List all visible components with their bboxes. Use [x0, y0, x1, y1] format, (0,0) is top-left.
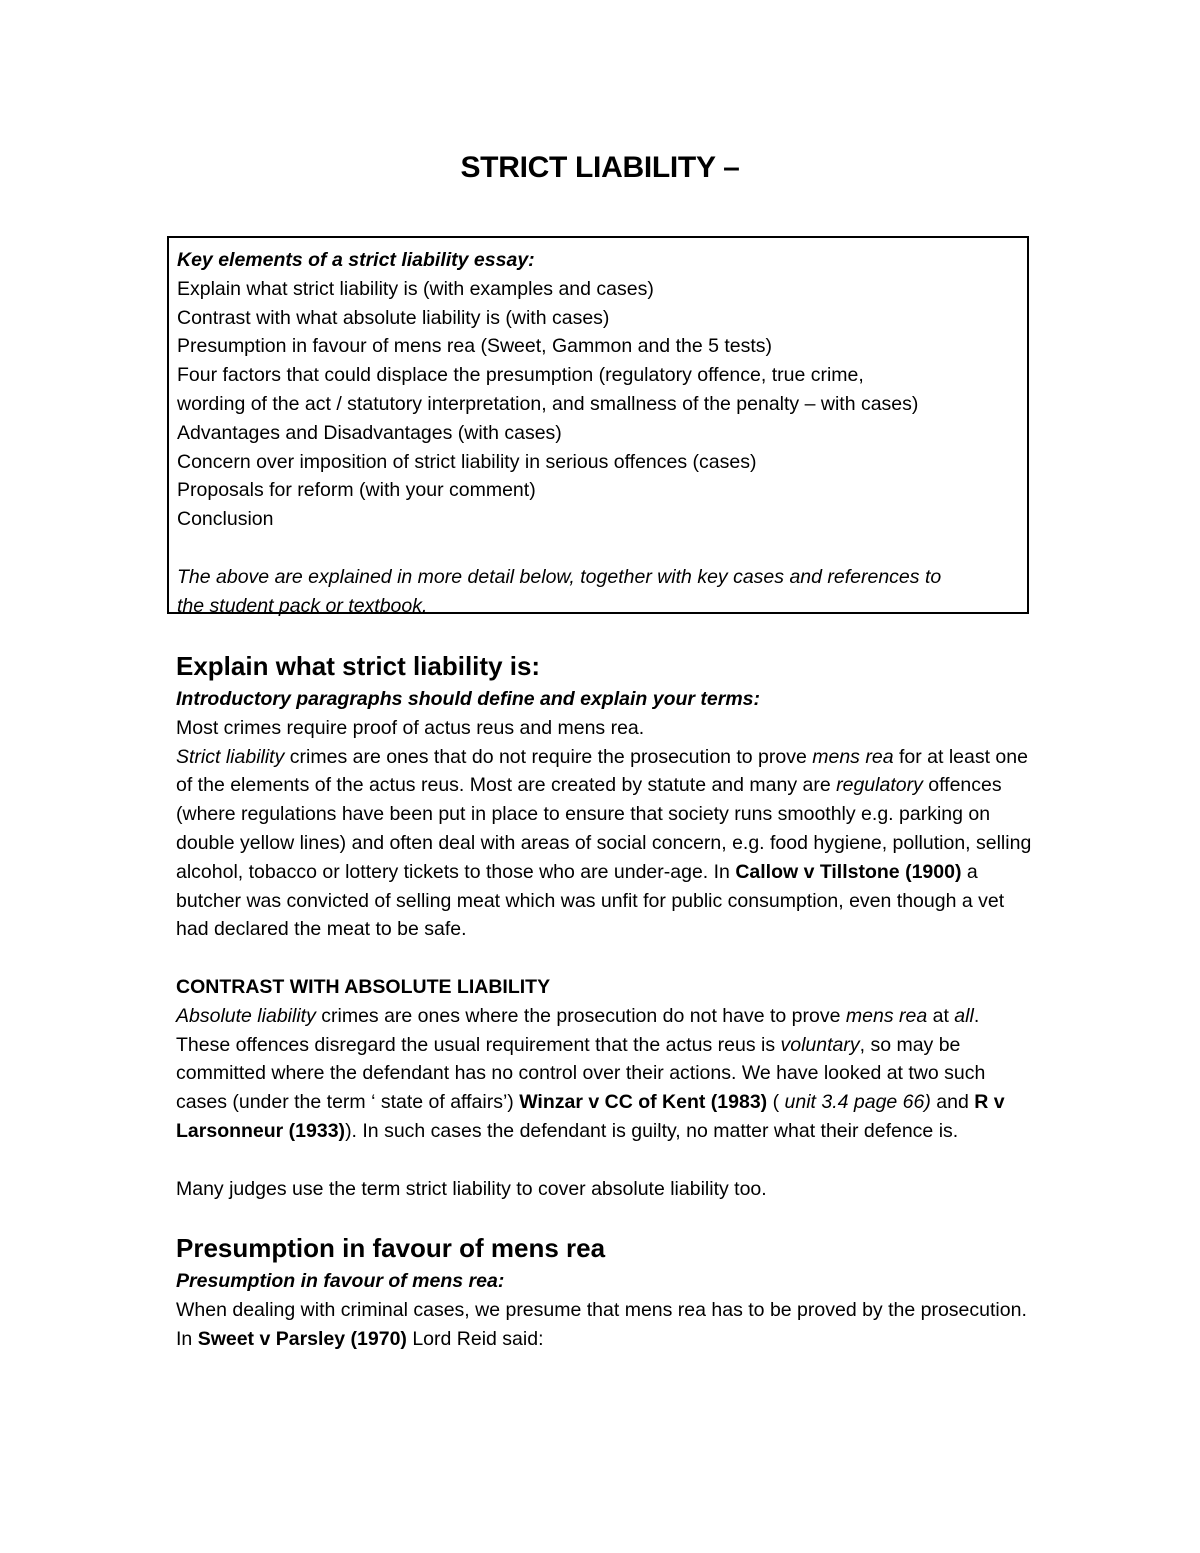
paragraph-text: at	[927, 1004, 955, 1027]
key-box-note: the student pack or textbook.	[177, 594, 428, 617]
key-box-spacer	[177, 534, 1019, 563]
key-box-item: Advantages and Disadvantages (with cases)	[177, 421, 562, 444]
document-body	[176, 647, 1036, 1354]
paragraph-text: and	[930, 1091, 975, 1114]
key-elements-box	[167, 236, 1029, 617]
paragraph-text: for at least one of the elements of the actus reus. Most are created by statute and many are	[176, 745, 1028, 797]
key-box-item: Conclusion	[177, 508, 274, 531]
paragraph-text: (	[767, 1091, 785, 1114]
paragraph-text: a butcher was convicted of selling meat which was unfit for public consumption, even though a vet had declared the meat to be safe.	[176, 860, 1005, 941]
key-box-item: Contrast with what absolute liability is (with cases)	[177, 306, 610, 329]
case-name: Winzar v CC of Kent (1983)	[519, 1091, 768, 1114]
paragraph-text: Lord Reid said:	[406, 1327, 544, 1350]
paragraph-text: ). In such cases the defendant is guilty, no matter what their defence is.	[345, 1119, 959, 1142]
key-box-item: Presumption in favour of mens rea (Sweet, Gammon and the 5 tests)	[177, 335, 773, 358]
paragraph-text: crimes are ones that do not require the prosecution to prove	[284, 745, 813, 768]
case-name: R v Larsonneur (1933)	[176, 1091, 1005, 1142]
paragraph-text: offences (where regulations have been put in place to ensure that society runs smoothly e.g. parking on double yellow lines) and often deal with areas of social concern, e.g. food hygiene, pollution, selling alcohol, tobacco or lottery tickets to those who are under-age. In	[176, 774, 1032, 883]
strict-liability-paragraph	[176, 743, 1036, 945]
key-box-item: Four factors that could displace the presumption (regulatory offence, true crime,	[177, 364, 864, 387]
key-box-note: The above are explained in more detail below, together with key cases and references to	[177, 565, 942, 588]
paragraph-gap	[176, 1146, 1036, 1175]
key-box-item: Concern over imposition of strict liability in serious offences (cases)	[177, 450, 757, 473]
term-all: all	[954, 1004, 974, 1027]
paragraph-gap	[176, 944, 1036, 973]
section-subheading: Presumption in favour of mens rea:	[176, 1270, 505, 1293]
section-heading-absolute-liability: CONTRAST WITH ABSOLUTE LIABILITY	[176, 975, 551, 998]
textbook-reference: unit 3.4 page 66)	[784, 1091, 931, 1114]
paragraph-text: , so may be committed where the defendant has no control over their actions. We have looked at two such cases (under the term ‘ state of affairs’)	[176, 1033, 986, 1114]
term-mens-rea: mens rea	[812, 745, 894, 768]
intro-sentence: Most crimes require proof of actus reus and mens rea.	[176, 716, 645, 739]
term-strict-liability: Strict liability	[176, 745, 285, 768]
judges-note: Many judges use the term strict liability to cover absolute liability too.	[176, 1177, 767, 1200]
case-name: Callow v Tillstone (1900)	[735, 860, 962, 883]
paragraph-text: crimes are ones where the prosecution do not have to prove	[315, 1004, 846, 1027]
term-voluntary: voluntary	[780, 1033, 860, 1056]
key-box-item: wording of the act / statutory interpretation, and smallness of the penalty – with cases)	[177, 392, 919, 415]
term-regulatory: regulatory	[836, 774, 923, 797]
presumption-paragraph	[176, 1296, 1036, 1354]
section-heading-presumption: Presumption in favour of mens rea	[176, 1233, 606, 1264]
key-box-heading: Key elements of a strict liability essay:	[177, 249, 535, 271]
case-name: Sweet v Parsley (1970)	[197, 1327, 407, 1350]
term-absolute-liability: Absolute liability	[176, 1004, 316, 1027]
absolute-liability-paragraph	[176, 1002, 1036, 1146]
key-box-item: Explain what strict liability is (with examples and cases)	[177, 277, 654, 300]
term-mens-rea: mens rea	[845, 1004, 928, 1027]
paragraph-text: When dealing with criminal cases, we presume that mens rea has to be proved by the prosecution. In	[176, 1299, 1027, 1350]
key-box-item: Proposals for reform (with your comment)	[177, 479, 536, 502]
document-title: STRICT LIABILITY –	[460, 151, 740, 184]
section-subheading: Introductory paragraphs should define and explain your terms:	[176, 688, 761, 710]
paragraph-gap	[176, 1203, 1036, 1229]
paragraph-text: . These offences disregard the usual requirement that the actus reus is	[176, 1004, 980, 1056]
section-heading-strict-liability: Explain what strict liability is:	[176, 651, 541, 681]
